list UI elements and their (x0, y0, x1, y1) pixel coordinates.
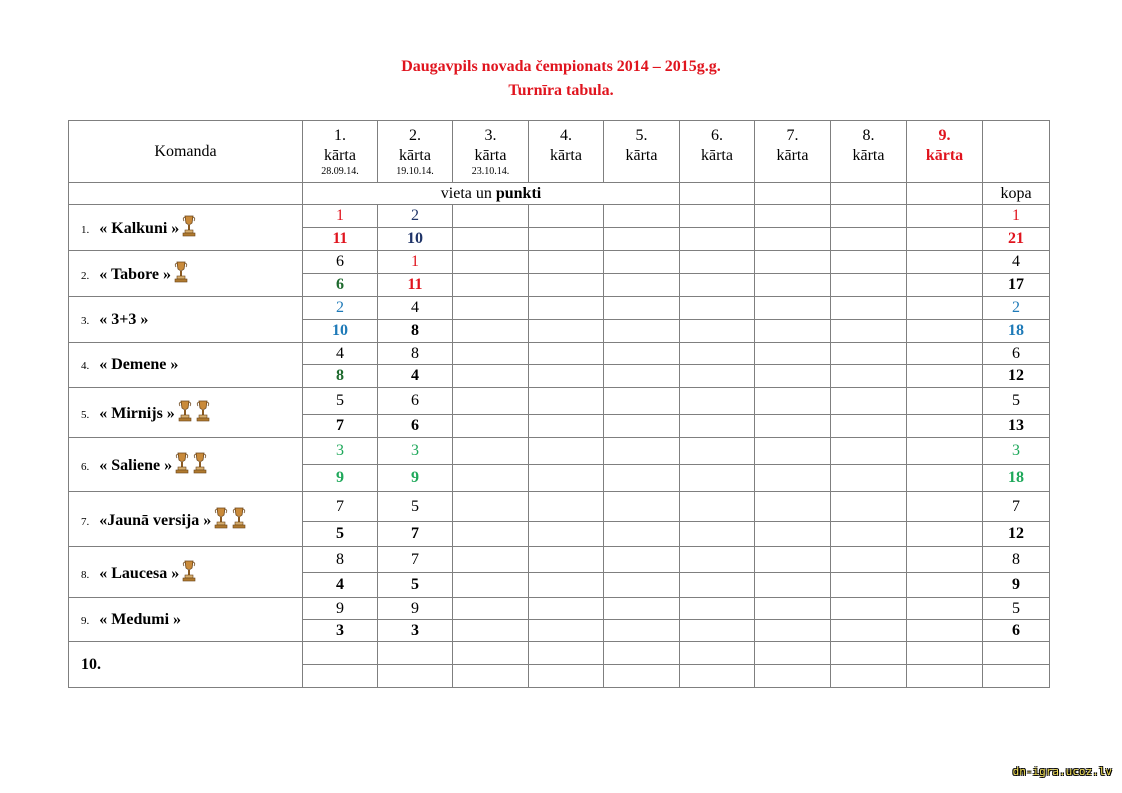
empty-cell (529, 365, 604, 388)
trophy-icon (181, 558, 197, 587)
empty-cell (604, 547, 680, 573)
total-place: 6 (983, 343, 1050, 365)
team-name: « Laucesa » (99, 564, 180, 582)
empty-cell (604, 274, 680, 297)
empty-cell (680, 274, 755, 297)
header-row (69, 121, 1050, 183)
team-number: 2. (81, 270, 90, 282)
round-points: 6 (303, 274, 378, 297)
empty-cell (529, 343, 604, 365)
round-points: 9 (303, 465, 378, 492)
empty-cell (604, 492, 680, 522)
team-place-row (69, 547, 1050, 573)
page-title: Daugavpils novada čempionats 2014 – 2015g.g. (401, 58, 721, 75)
round-place: 9 (378, 598, 453, 620)
empty-cell (907, 547, 983, 573)
team-place-row (69, 297, 1050, 320)
round-header: 6. kārta (680, 121, 755, 183)
round-points: 7 (378, 522, 453, 547)
empty-cell (755, 228, 831, 251)
total-column-header: kopa (983, 183, 1050, 205)
empty-cell (604, 297, 680, 320)
empty-cell (831, 620, 907, 642)
round-points: 8 (378, 320, 453, 343)
round-place (378, 642, 453, 665)
empty-cell (680, 642, 755, 665)
empty-cell (680, 522, 755, 547)
empty-cell (831, 320, 907, 343)
team-place-row (69, 642, 1050, 665)
empty-cell (604, 205, 680, 228)
team-name: « Saliene » (99, 457, 173, 474)
team-place-row (69, 343, 1050, 365)
place-points-label: vieta un punkti (303, 183, 680, 205)
empty-cell (604, 665, 680, 688)
empty-cell (755, 547, 831, 573)
round-place: 5 (378, 492, 453, 522)
empty-cell (831, 365, 907, 388)
round-place: 9 (303, 598, 378, 620)
empty-cell (907, 665, 983, 688)
round-header: 1. kārta 28.09.14. (303, 121, 378, 183)
empty-cell (907, 365, 983, 388)
total-place: 5 (983, 598, 1050, 620)
empty-cell (604, 573, 680, 598)
empty-cell (755, 598, 831, 620)
empty-cell (831, 251, 907, 274)
empty-cell (680, 388, 755, 415)
empty-cell (529, 547, 604, 573)
empty-cell (529, 228, 604, 251)
trophy-icon (181, 213, 197, 242)
round-place: 6 (303, 251, 378, 274)
empty-cell (831, 274, 907, 297)
empty-cell (453, 547, 529, 573)
empty-cell (529, 598, 604, 620)
empty-cell (907, 228, 983, 251)
empty-cell (680, 665, 755, 688)
empty-cell (680, 573, 755, 598)
empty-cell (453, 465, 529, 492)
team-number: 4. (81, 360, 90, 372)
empty-cell (680, 598, 755, 620)
empty-cell (453, 620, 529, 642)
total-place: 1 (983, 205, 1050, 228)
team-name: « Medumi » (99, 610, 182, 628)
empty-cell (907, 343, 983, 365)
empty-cell (755, 274, 831, 297)
empty-cell (680, 415, 755, 438)
team-name-cell (69, 205, 303, 251)
empty-cell (907, 642, 983, 665)
empty-cell (907, 573, 983, 598)
total-place: 4 (983, 251, 1050, 274)
empty-cell (907, 205, 983, 228)
empty-cell (755, 665, 831, 688)
team-name-cell (69, 438, 303, 492)
team-number: 9. (81, 614, 90, 627)
trophy-icon (177, 398, 193, 427)
empty-cell (604, 522, 680, 547)
total-points: 18 (983, 320, 1050, 343)
total-points (983, 665, 1050, 688)
team-name-cell (69, 492, 303, 547)
empty-cell (453, 251, 529, 274)
round-points: 11 (378, 274, 453, 297)
team-name: «Jaunā versija » (99, 511, 212, 529)
total-column-header-blank (983, 121, 1050, 183)
empty-cell (831, 547, 907, 573)
empty-cell (680, 492, 755, 522)
empty-cell (529, 274, 604, 297)
empty-cell (907, 415, 983, 438)
round-points: 9 (378, 465, 453, 492)
round-points: 5 (378, 573, 453, 598)
round-place: 7 (303, 492, 378, 522)
empty-cell (453, 415, 529, 438)
empty-cell (755, 365, 831, 388)
empty-cell (831, 598, 907, 620)
empty-cell (604, 438, 680, 465)
empty-cell (453, 365, 529, 388)
empty-cell (529, 573, 604, 598)
round-place: 3 (378, 438, 453, 465)
total-points: 9 (983, 573, 1050, 598)
empty-cell (755, 251, 831, 274)
round-place: 8 (378, 343, 453, 365)
round-header: 4. kārta (529, 121, 604, 183)
total-place: 3 (983, 438, 1050, 465)
empty-cell (604, 388, 680, 415)
empty-cell (907, 274, 983, 297)
round-points: 11 (303, 228, 378, 251)
round-place: 1 (378, 251, 453, 274)
team-place-row (69, 388, 1050, 415)
total-place: 5 (983, 388, 1050, 415)
empty-cell (907, 251, 983, 274)
empty-cell (529, 388, 604, 415)
team-number: 1. (81, 224, 90, 236)
empty-cell (453, 388, 529, 415)
round-place: 1 (303, 205, 378, 228)
round-place: 5 (303, 388, 378, 415)
team-name: « 3+3 » (99, 310, 149, 328)
team-name: « Kalkuni » (99, 220, 180, 237)
empty-cell (529, 522, 604, 547)
empty-cell (529, 320, 604, 343)
team-number: 10. (81, 655, 101, 673)
round-points: 10 (303, 320, 378, 343)
empty-cell (453, 573, 529, 598)
total-place (983, 642, 1050, 665)
round-header: 2. kārta 19.10.14. (378, 121, 453, 183)
team-place-row (69, 492, 1050, 522)
empty-cell (453, 320, 529, 343)
empty-cell (453, 642, 529, 665)
empty-cell (604, 598, 680, 620)
empty-cell (453, 665, 529, 688)
round-header: 8. kārta (831, 121, 907, 183)
empty-cell (604, 620, 680, 642)
team-name-cell (69, 251, 303, 297)
empty-cell (529, 297, 604, 320)
empty-cell (755, 465, 831, 492)
empty-cell (755, 522, 831, 547)
total-points: 13 (983, 415, 1050, 438)
empty-cell (755, 438, 831, 465)
empty-cell (755, 642, 831, 665)
round-points: 4 (303, 573, 378, 598)
empty-cell (831, 297, 907, 320)
round-header: 3. kārta 23.10.14. (453, 121, 529, 183)
empty-cell (831, 343, 907, 365)
empty-cell (907, 320, 983, 343)
round-points: 3 (378, 620, 453, 642)
empty-cell (755, 492, 831, 522)
round-place (303, 642, 378, 665)
team-name-cell (69, 598, 303, 642)
round-points: 6 (378, 415, 453, 438)
empty-cell (755, 297, 831, 320)
empty-cell (529, 620, 604, 642)
empty-cell (831, 388, 907, 415)
round-points: 3 (303, 620, 378, 642)
round-place: 3 (303, 438, 378, 465)
round-place: 2 (378, 205, 453, 228)
team-number: 6. (81, 461, 90, 473)
site-watermark: dn-igra.ucoz.lv (1012, 765, 1112, 778)
empty-cell (453, 297, 529, 320)
empty-cell (453, 228, 529, 251)
empty-cell (680, 251, 755, 274)
round-header: 9. kārta (907, 121, 983, 183)
trophy-icon (213, 505, 229, 534)
empty-cell (453, 492, 529, 522)
empty-cell (907, 522, 983, 547)
empty-cell (831, 665, 907, 688)
empty-cell (680, 365, 755, 388)
team-name-cell (69, 343, 303, 388)
empty-cell (680, 620, 755, 642)
round-place: 7 (378, 547, 453, 573)
total-points: 17 (983, 274, 1050, 297)
empty-cell (604, 320, 680, 343)
round-points: 10 (378, 228, 453, 251)
empty-cell (453, 274, 529, 297)
empty-cell (680, 320, 755, 343)
team-number: 3. (81, 314, 90, 327)
empty-cell (755, 415, 831, 438)
empty-cell (453, 438, 529, 465)
empty-cell (755, 620, 831, 642)
total-points: 12 (983, 522, 1050, 547)
trophy-icon (192, 450, 208, 479)
empty-cell (831, 573, 907, 598)
total-place: 7 (983, 492, 1050, 522)
team-name: « Mirnijs » (99, 405, 175, 422)
empty-cell (529, 492, 604, 522)
round-points: 7 (303, 415, 378, 438)
trophy-icon (173, 259, 189, 288)
team-number: 7. (81, 515, 90, 528)
empty-cell (755, 320, 831, 343)
round-points (378, 665, 453, 688)
total-points: 12 (983, 365, 1050, 388)
empty-cell (453, 522, 529, 547)
empty-cell (907, 620, 983, 642)
empty-cell (755, 573, 831, 598)
empty-cell (907, 297, 983, 320)
empty-cell (831, 522, 907, 547)
empty-cell (755, 388, 831, 415)
empty-cell (529, 438, 604, 465)
empty-cell (453, 598, 529, 620)
empty-cell (453, 205, 529, 228)
empty-cell (680, 465, 755, 492)
trophy-icon (231, 505, 247, 534)
empty-cell (831, 205, 907, 228)
trophy-icon (195, 398, 211, 427)
round-header: 5. kārta (604, 121, 680, 183)
empty-cell (529, 642, 604, 665)
empty-cell (755, 205, 831, 228)
team-name-cell (69, 547, 303, 598)
round-place: 4 (303, 343, 378, 365)
team-name: « Tabore » (99, 266, 171, 283)
empty-cell (680, 205, 755, 228)
empty-cell (831, 642, 907, 665)
empty-cell (907, 492, 983, 522)
team-place-row (69, 205, 1050, 228)
empty-cell (907, 465, 983, 492)
total-points: 21 (983, 228, 1050, 251)
empty-cell (680, 547, 755, 573)
total-place: 8 (983, 547, 1050, 573)
empty-cell (755, 343, 831, 365)
team-name-cell (69, 642, 303, 688)
team-column-header: Komanda (69, 121, 303, 183)
team-name-cell (69, 388, 303, 438)
round-points: 5 (303, 522, 378, 547)
empty-cell (907, 438, 983, 465)
team-place-row (69, 438, 1050, 465)
team-place-row (69, 598, 1050, 620)
round-place: 2 (303, 297, 378, 320)
total-points: 18 (983, 465, 1050, 492)
empty-cell (680, 438, 755, 465)
page-subtitle: Turnīra tabula. (508, 82, 614, 99)
empty-cell (529, 415, 604, 438)
empty-cell (604, 365, 680, 388)
trophy-icon (174, 450, 190, 479)
team-place-row (69, 251, 1050, 274)
empty-cell (680, 297, 755, 320)
total-points: 6 (983, 620, 1050, 642)
total-place: 2 (983, 297, 1050, 320)
empty-cell (529, 465, 604, 492)
empty-cell (604, 251, 680, 274)
empty-cell (604, 642, 680, 665)
round-points (303, 665, 378, 688)
empty-cell (831, 465, 907, 492)
round-points: 4 (378, 365, 453, 388)
round-place: 6 (378, 388, 453, 415)
empty-cell (604, 343, 680, 365)
empty-cell (529, 665, 604, 688)
empty-cell (831, 438, 907, 465)
empty-cell (604, 465, 680, 492)
subheader-row (69, 183, 1050, 205)
round-place: 8 (303, 547, 378, 573)
round-points: 8 (303, 365, 378, 388)
team-number: 5. (81, 409, 90, 421)
team-name: « Demene » (99, 356, 179, 373)
empty-cell (907, 388, 983, 415)
tournament-table (68, 120, 1050, 688)
empty-cell (831, 415, 907, 438)
empty-cell (680, 228, 755, 251)
empty-cell (604, 228, 680, 251)
round-header: 7. kārta (755, 121, 831, 183)
empty-cell (604, 415, 680, 438)
empty-cell (680, 343, 755, 365)
empty-cell (907, 598, 983, 620)
empty-cell (831, 228, 907, 251)
team-name-cell (69, 297, 303, 343)
round-place: 4 (378, 297, 453, 320)
empty-cell (529, 205, 604, 228)
team-number: 8. (81, 568, 90, 581)
empty-cell (453, 343, 529, 365)
empty-cell (831, 492, 907, 522)
empty-cell (529, 251, 604, 274)
